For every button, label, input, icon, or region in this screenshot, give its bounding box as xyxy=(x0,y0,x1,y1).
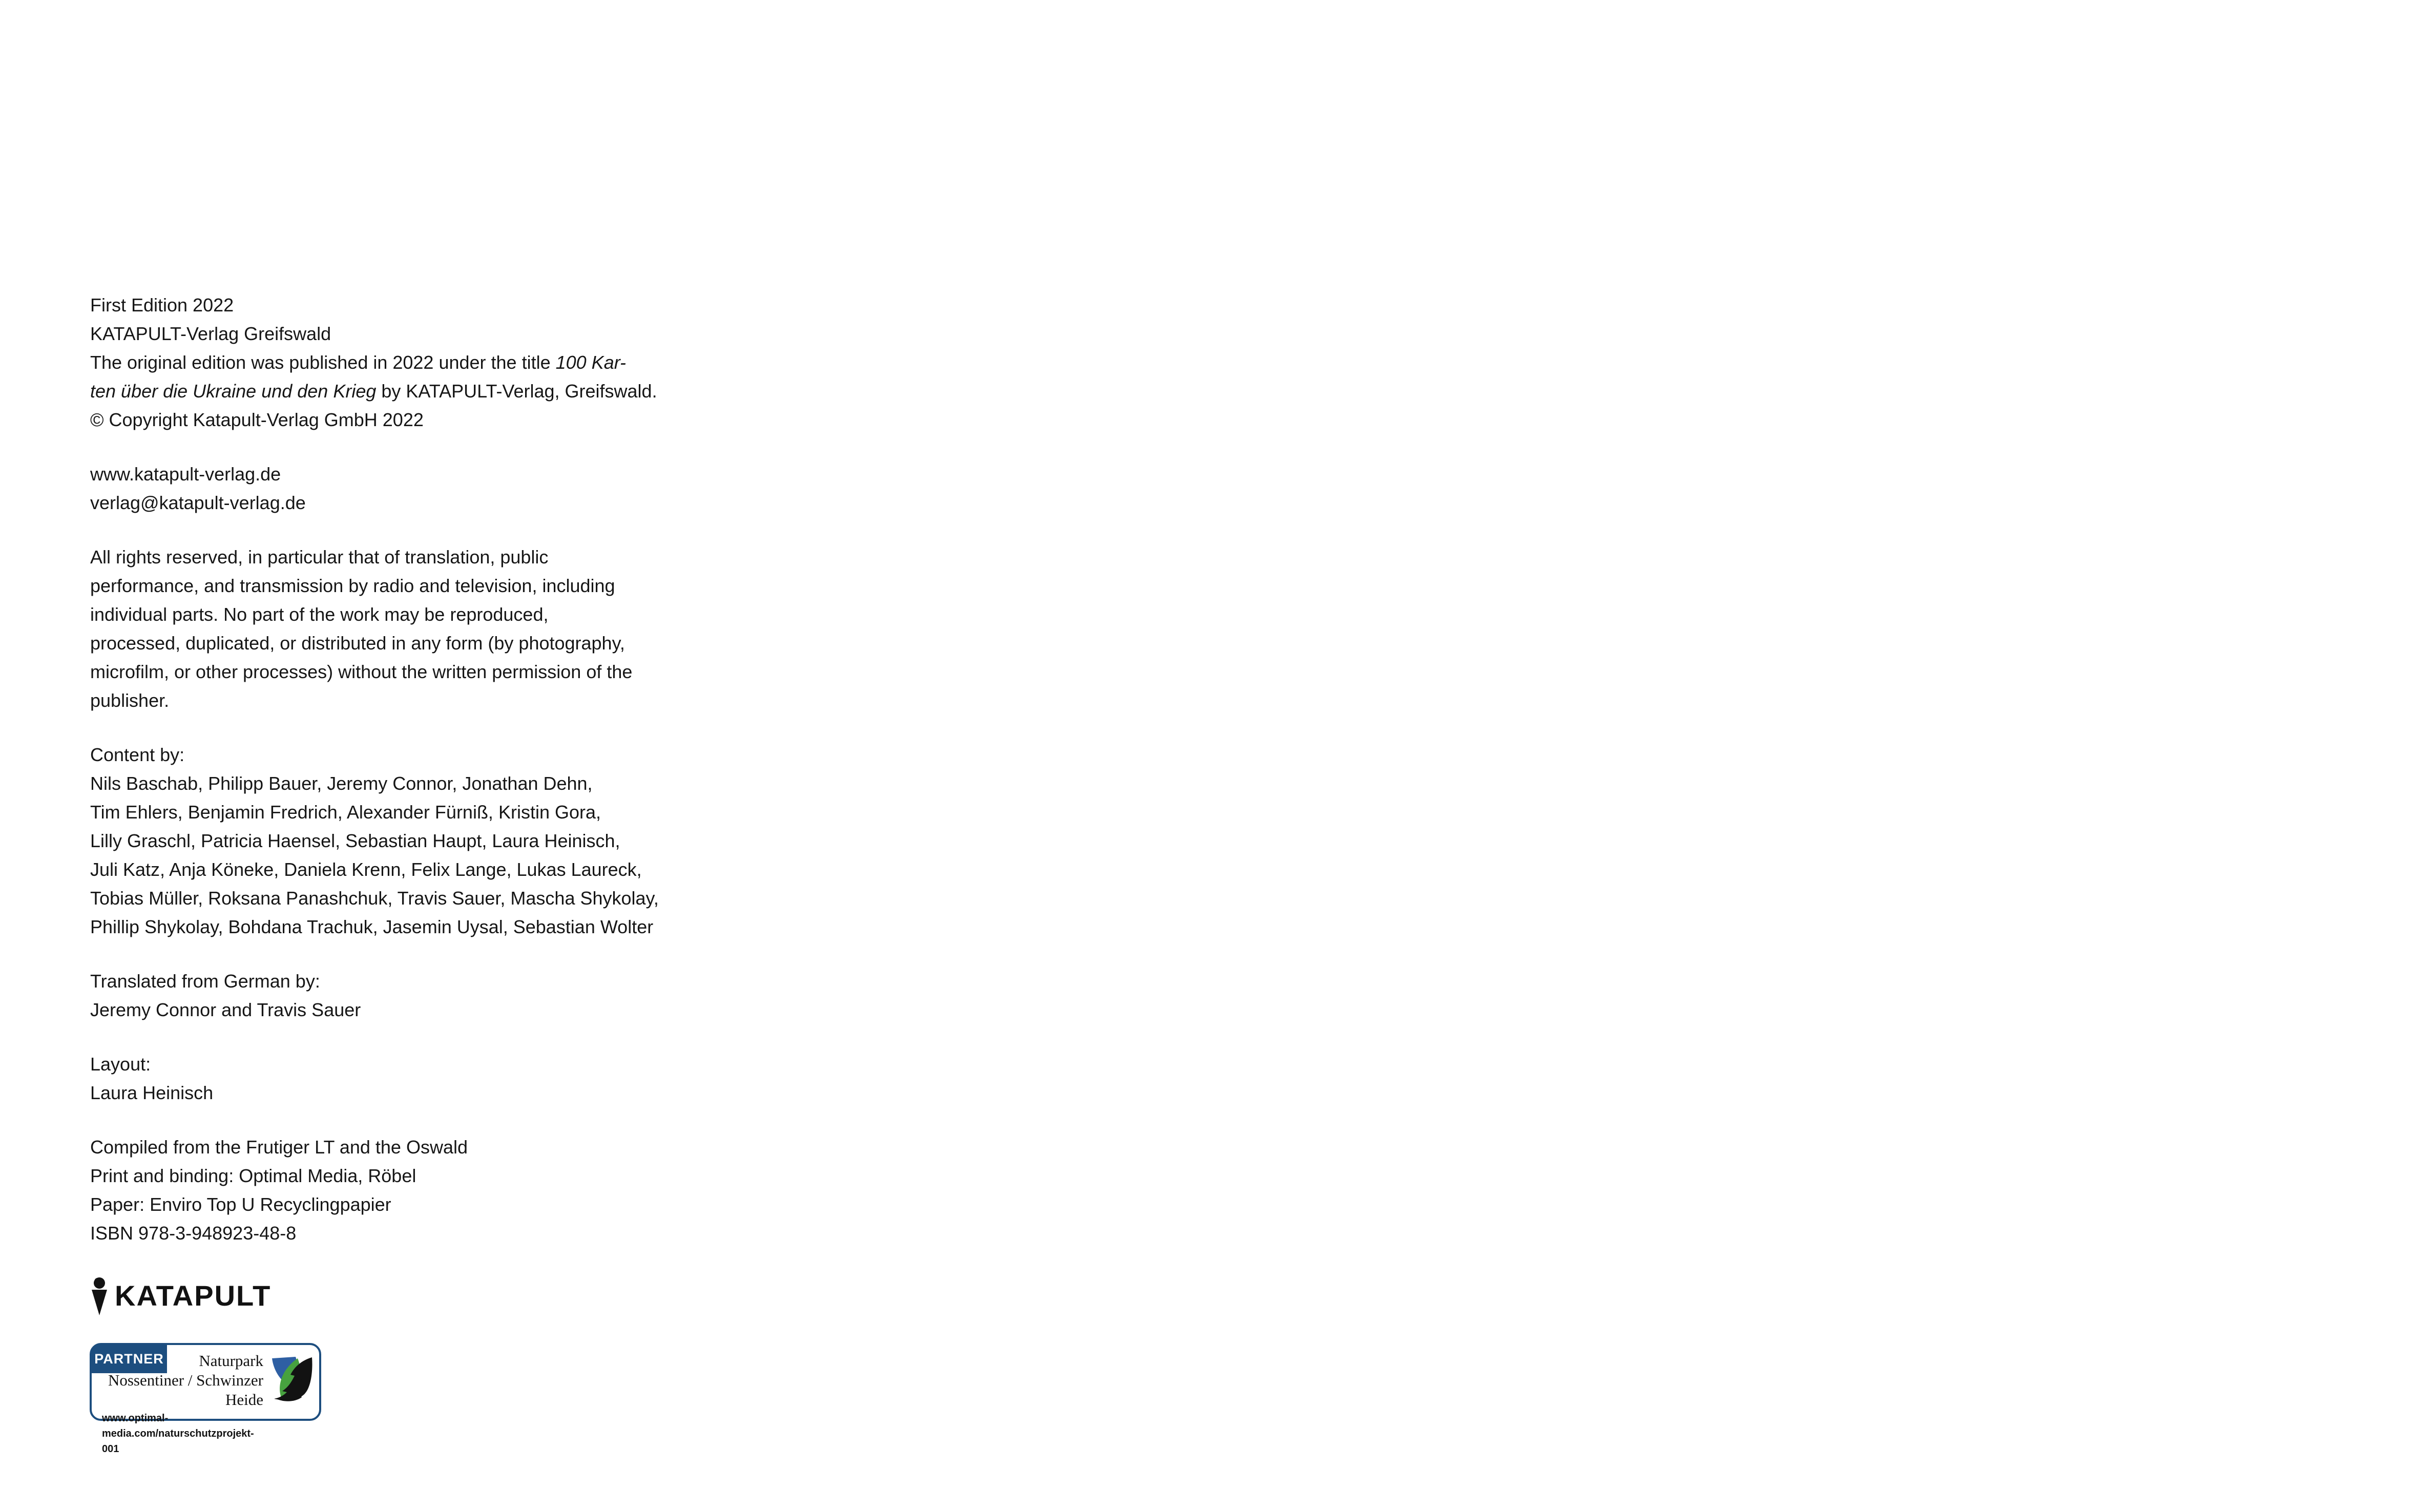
partner-park-name-line1: Naturpark xyxy=(199,1352,263,1370)
introduction-page xyxy=(1210,0,2420,1512)
naturpark-eagle-logo-icon xyxy=(269,1355,314,1409)
imprint-block-translated: Translated from German by: Jeremy Connor and Travis Sauer xyxy=(90,971,361,1020)
imprint-text xyxy=(90,291,659,1248)
katapult-wordmark: KATAPULT xyxy=(115,1279,272,1312)
partner-text xyxy=(102,1351,263,1457)
partner-badge xyxy=(90,1343,321,1455)
imprint-block-edition: First Edition 2022 KATAPULT-Verlag Greifswald The original edition was published in 2022 under the title 100 Kar- ten über die Ukraine und den Krieg by KATAPULT-Verlag, Greifswald. © Copyright Katapult-Verlag GmbH 2022 xyxy=(90,295,657,430)
katapult-publisher-logo xyxy=(90,1276,271,1316)
katapult-cone-icon xyxy=(90,1276,109,1316)
imprint-block-rights: All rights reserved, in particular that of translation, public performance, and transmission by radio and television, including individual parts. No part of the work may be reproduced, processed, duplicated, or distributed in any form (by photography, microfilm, or other processes) without the written permission of the publisher. xyxy=(90,547,633,711)
imprint-block-layout: Layout: Laura Heinisch xyxy=(90,1054,214,1103)
partner-tab-label: PARTNER xyxy=(91,1345,167,1373)
imprint-block-contact: www.katapult-verlag.de verlag@katapult-verlag.de xyxy=(90,464,306,513)
partner-park-name-line2: Nossentiner / Schwinzer Heide xyxy=(108,1371,263,1409)
imprint-block-production: Compiled from the Frutiger LT and the Oswald Print and binding: Optimal Media, Röbel Paper: Enviro Top U Recyclingpapier ISBN 978-3-948923-48-8 xyxy=(90,1137,468,1244)
partner-url: www.optimal-media.com/naturschutzprojekt-001 xyxy=(102,1413,254,1455)
imprint-block-content-by: Content by: Nils Baschab, Philipp Bauer, Jeremy Connor, Jonathan Dehn, Tim Ehlers, Benjamin Fredrich, Alexander Fürniß, Kristin Gora, Lilly Graschl, Patricia Haensel, Sebastian Haupt, Laura Heinisch, Juli Katz, Anja Köneke, Daniela Krenn, Felix Lange, Lukas Laureck, Tobias Müller, Roksana Panashchuk, Travis Sauer, Mascha Shykolay, Phillip Shykolay, Bohdana Trachuk, Jasemin Uysal, Sebastian Wolter xyxy=(90,744,659,937)
